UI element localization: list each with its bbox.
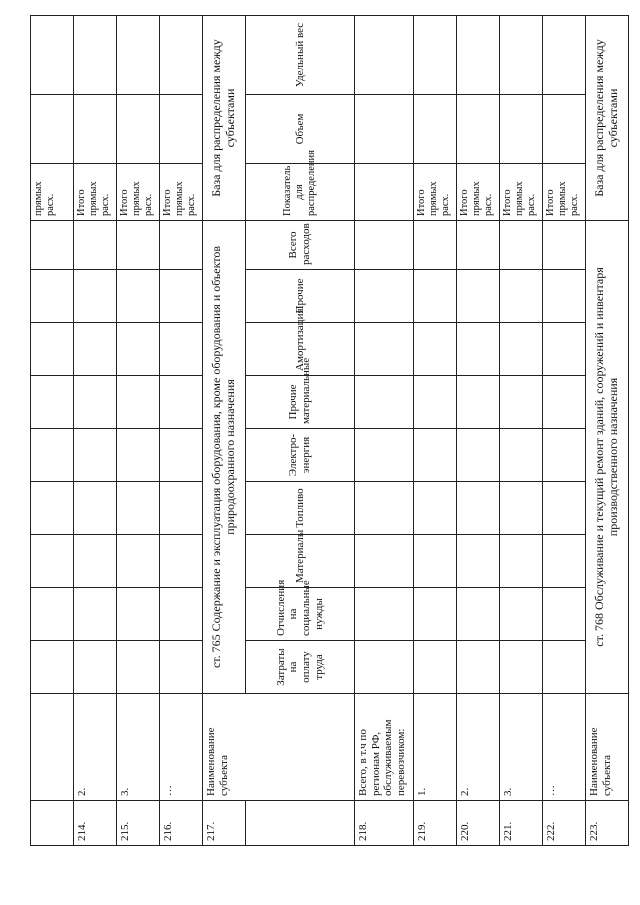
- column-header: Объем: [246, 95, 355, 164]
- row-name: 3.: [500, 694, 543, 801]
- row-name: 2.: [457, 694, 500, 801]
- row-number: 216.: [160, 801, 203, 846]
- row-number: 219.: [414, 801, 457, 846]
- column-header: Прочие: [246, 270, 355, 323]
- table-row: [31, 16, 74, 846]
- column-header: Электро-энергия: [246, 429, 355, 482]
- row-name: Всего, в т.ч по регионам РФ, обслуживаемым перевозчиком:: [355, 694, 414, 801]
- indicator-cell: Итого прямых расх.: [117, 164, 160, 221]
- table-row: [414, 16, 457, 846]
- table-row: [74, 16, 117, 846]
- indicator-cell: Итого прямых расх.: [457, 164, 500, 221]
- section-title: ст. 768 Обслуживание и текущий ремонт зданий, сооружений и инвентаря производственного назначения: [586, 221, 629, 694]
- indicator-cell: прямых расх.: [31, 164, 74, 221]
- table-row: [500, 16, 543, 846]
- indicator-cell: Итого прямых расх.: [543, 164, 586, 221]
- rotated-form-sheet: [30, 22, 620, 846]
- cost-distribution-table: [30, 15, 629, 846]
- row-number: 221.: [500, 801, 543, 846]
- column-header: Всего расходов: [246, 221, 355, 270]
- row-number: 214.: [74, 801, 117, 846]
- row-name: 3.: [117, 694, 160, 801]
- base-title: База для распределения между субъектами: [586, 16, 629, 221]
- column-header: Удельный вес: [246, 16, 355, 95]
- table-row: [355, 16, 414, 846]
- section-header-row: [586, 16, 629, 846]
- row-number: 215.: [117, 801, 160, 846]
- table-row: [457, 16, 500, 846]
- section-header-row: [203, 16, 246, 846]
- indicator-cell: Итого прямых расх.: [500, 164, 543, 221]
- column-header: Топливо: [246, 482, 355, 535]
- table-row: [117, 16, 160, 846]
- column-header: Затраты на оплату труда: [246, 641, 355, 694]
- row-name: …: [160, 694, 203, 801]
- row-number: 223.: [586, 801, 629, 846]
- row-name: 1.: [414, 694, 457, 801]
- column-header: Амортизация: [246, 323, 355, 376]
- row-name: …: [543, 694, 586, 801]
- base-title: База для распределения между субъектами: [203, 16, 246, 221]
- row-name: Наименование субъекта: [586, 694, 629, 801]
- indicator-cell: Итого прямых расх.: [160, 164, 203, 221]
- table-row: [543, 16, 586, 846]
- column-header: Показатель для распределения: [246, 164, 355, 221]
- table-row: [160, 16, 203, 846]
- row-number: 218.: [355, 801, 414, 846]
- indicator-cell: Итого прямых расх.: [74, 164, 117, 221]
- indicator-cell: Итого прямых расх.: [414, 164, 457, 221]
- row-number: 220.: [457, 801, 500, 846]
- row-name: Наименование субъекта: [203, 694, 355, 801]
- section-title: ст. 765 Содержание и эксплуатация оборудования, кроме оборудования и объектов природоохранного назначения: [203, 221, 246, 694]
- rotated-content: [30, 22, 620, 846]
- column-header: Отчисления на социальные нужды: [246, 588, 355, 641]
- row-number: 222.: [543, 801, 586, 846]
- row-number: 217.: [203, 801, 246, 846]
- column-header: Материалы: [246, 535, 355, 588]
- row-name: 2.: [74, 694, 117, 801]
- column-header: Прочие материальные: [246, 376, 355, 429]
